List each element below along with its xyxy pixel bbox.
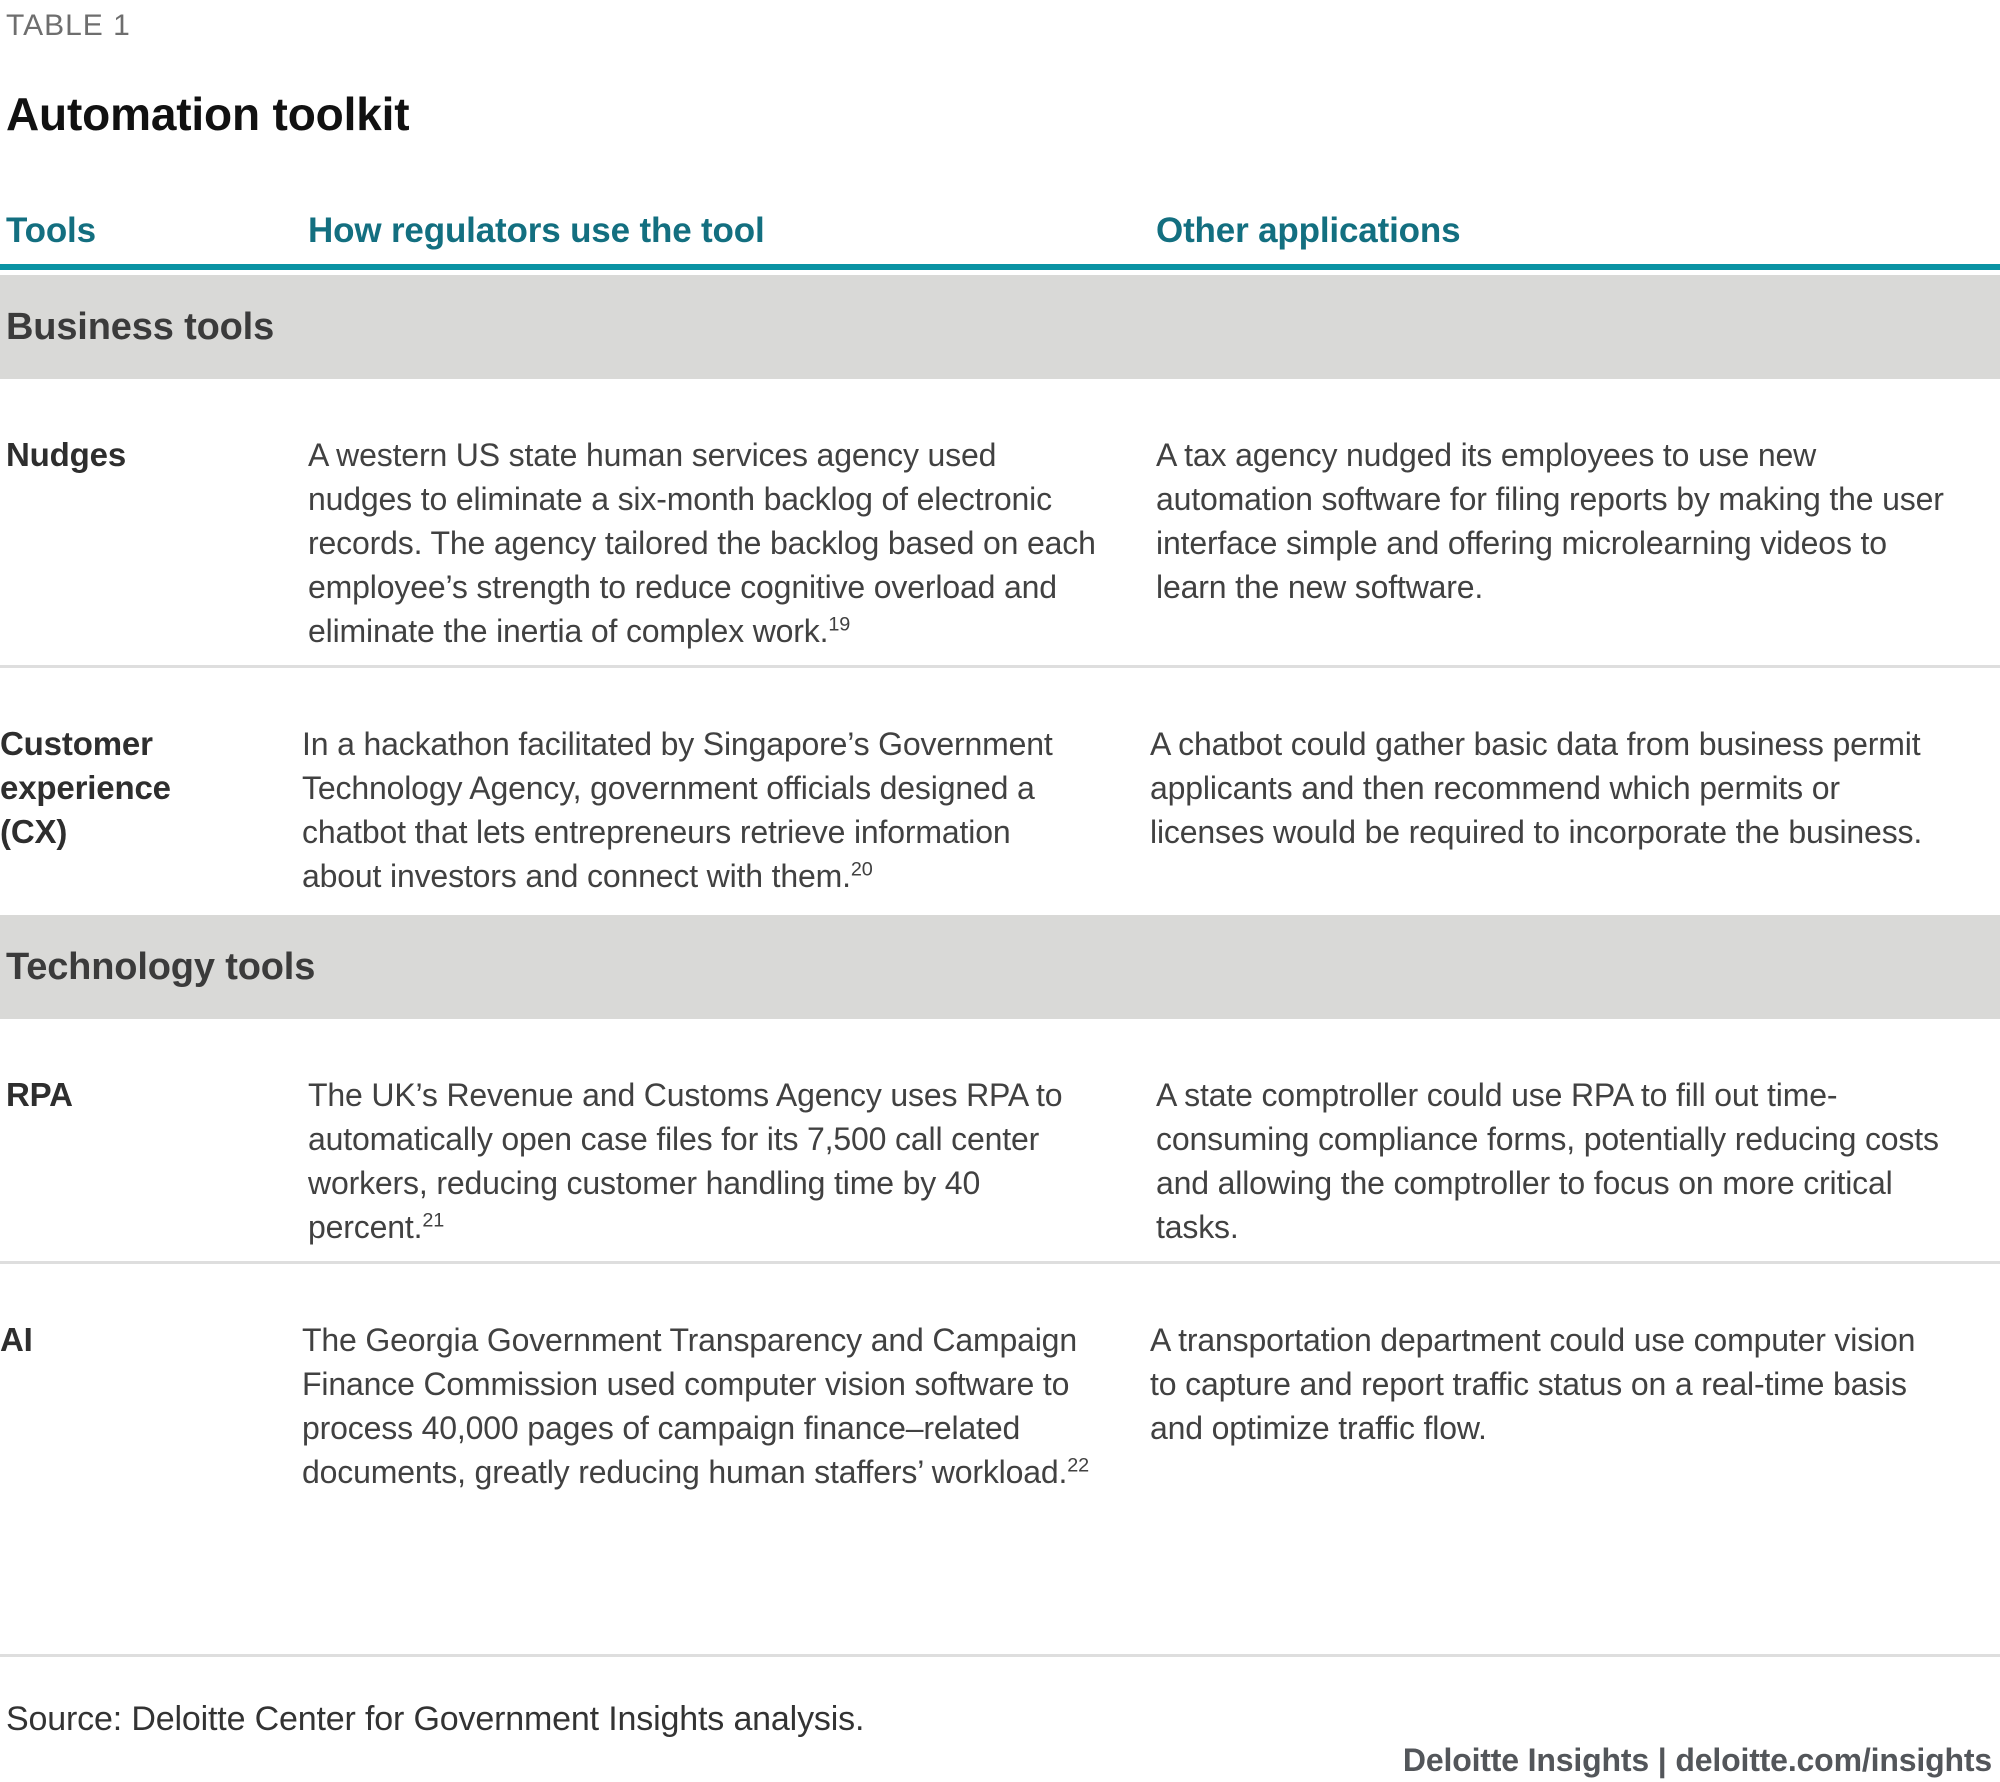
footnote-reference: 21 [422, 1209, 445, 1232]
other-applications-text: A transportation department could use computer vision to capture and report traffic status on a real-time basis and optimize traffic flow. [1150, 1322, 1916, 1446]
tool-name: AI [0, 1321, 33, 1358]
tool-name: Nudges [6, 436, 127, 473]
other-applications-text: A state comptroller could use RPA to fill out time-consuming compliance forms, potentially reducing costs and allowing the comptroller to focus on more critical tasks. [1156, 1077, 1939, 1245]
column-header-tools: Tools [6, 211, 96, 250]
table-label: TABLE 1 [6, 9, 131, 42]
regulator-use-text: The Georgia Government Transparency and Campaign Finance Commission used computer vision software to process 40,000 pages of campaign finance–related documents, greatly reducing human staffers’ workload. [302, 1322, 1077, 1490]
bottom-rule [0, 1654, 2000, 1657]
tool-name: Customer experience (CX) [0, 725, 171, 850]
regulator-use-text: The UK’s Revenue and Customs Agency uses RPA to automatically open case files for its 7,500 call center workers, reducing customer handling time by 40 percent. [308, 1077, 1063, 1245]
section-header: Business tools [6, 305, 275, 348]
regulator-use-cell [302, 722, 1150, 898]
other-applications-cell [1150, 722, 2000, 898]
source-note: Source: Deloitte Center for Government Insights analysis. [6, 1700, 865, 1738]
regulator-use-cell [308, 433, 1156, 653]
column-header-other: Other applications [1156, 211, 1461, 250]
other-applications-text: A tax agency nudged its employees to use new automation software for filing reports by making the user interface simple and offering microlearning videos to learn the new software. [1156, 437, 1944, 605]
footnote-reference: 20 [850, 858, 873, 881]
footnote-reference: 19 [828, 613, 851, 636]
page-title: Automation toolkit [6, 88, 410, 140]
table-row-rpa [6, 1019, 2000, 1261]
other-applications-cell [1156, 433, 2000, 653]
other-applications-cell [1150, 1318, 2000, 1494]
footnote-reference: 22 [1067, 1454, 1090, 1477]
table-row-ai [0, 1261, 2000, 1506]
regulator-use-cell [302, 1318, 1150, 1494]
section-band-business-tools [0, 275, 2000, 379]
tool-name: RPA [6, 1076, 73, 1113]
column-header-regulators: How regulators use the tool [308, 211, 765, 250]
section-band-technology-tools [0, 915, 2000, 1019]
table-row-customer-experience [0, 665, 2000, 910]
regulator-use-text: In a hackathon facilitated by Singapore’s Government Technology Agency, government officials designed a chatbot that lets entrepreneurs retrieve information about investors and connect with them. [302, 726, 1053, 894]
section-header: Technology tools [6, 945, 316, 988]
header-rule [0, 264, 2000, 270]
column-header-row [6, 210, 2000, 252]
deloitte-insights-footer: Deloitte Insights | deloitte.com/insights [1402, 1742, 1992, 1778]
regulator-use-cell [308, 1073, 1156, 1249]
table-row-nudges [6, 379, 2000, 665]
other-applications-text: A chatbot could gather basic data from business permit applicants and then recommend which permits or licenses would be required to incorporate the business. [1150, 726, 1923, 850]
other-applications-cell [1156, 1073, 2000, 1249]
regulator-use-text: A western US state human services agency used nudges to eliminate a six-month backlog of electronic records. The agency tailored the backlog based on each employee’s strength to reduce cognitive overload and eliminate the inertia of complex work. [308, 437, 1096, 649]
